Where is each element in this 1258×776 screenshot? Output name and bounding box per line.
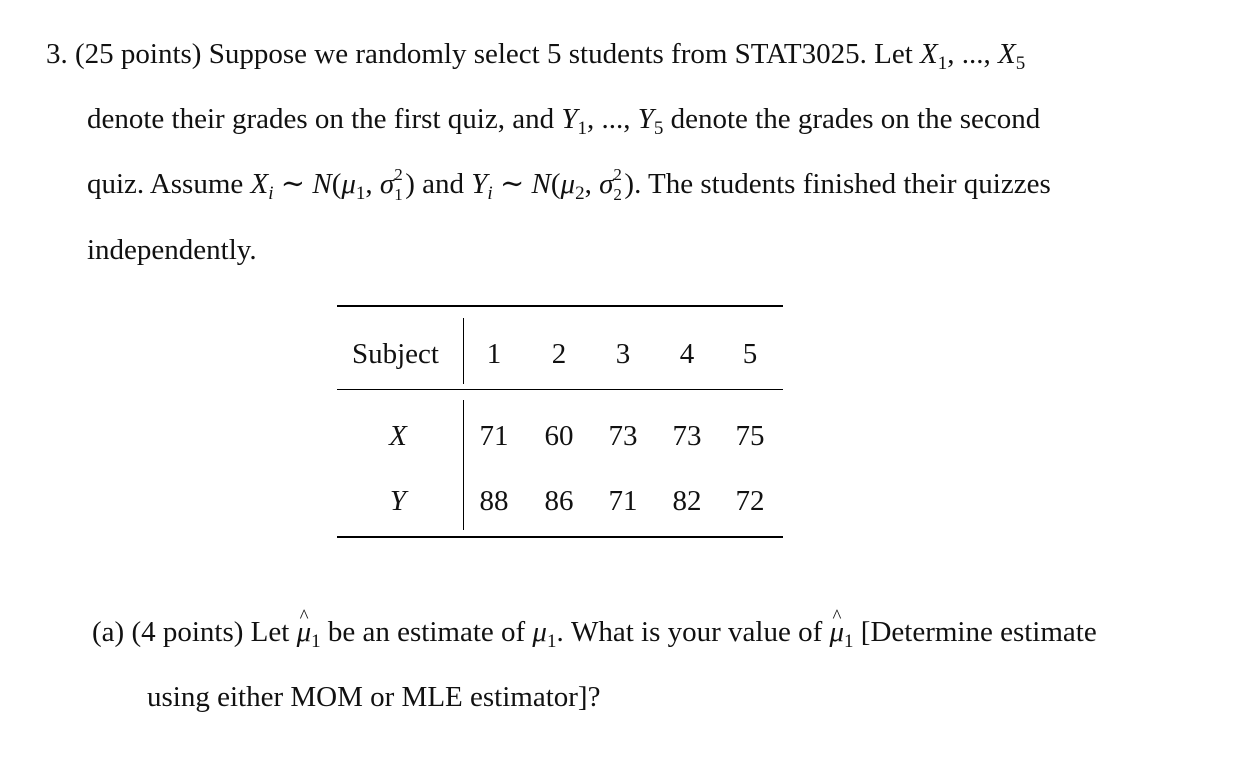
subscript: 1 xyxy=(577,118,587,139)
table-header-label: Subject xyxy=(352,338,439,370)
table-bottom-rule xyxy=(337,536,783,538)
subscript: 1 xyxy=(937,53,948,74)
sub-superscript xyxy=(613,165,624,204)
part-a-text: . What is your value of xyxy=(556,616,830,648)
subscript: i xyxy=(268,183,274,204)
subscript: 1 xyxy=(394,185,403,204)
problem-number: 3. xyxy=(46,38,68,70)
row-label-y: Y xyxy=(389,485,407,517)
subscript: 2 xyxy=(613,185,622,204)
normal-symbol: N xyxy=(312,168,332,200)
superscript: 2 xyxy=(394,165,403,184)
y-var: Y xyxy=(561,103,578,135)
table-cell: 73 xyxy=(608,420,638,452)
superscript: 2 xyxy=(613,165,622,184)
table-cell: 60 xyxy=(544,420,574,452)
part-a-text: [Determine estimate xyxy=(853,616,1097,648)
table-cell: 71 xyxy=(608,485,638,517)
problem-text: and xyxy=(414,168,472,200)
table-top-rule xyxy=(337,305,783,307)
x-var: X xyxy=(920,38,938,70)
table-cell: 86 xyxy=(544,485,574,517)
problem-line-2 xyxy=(87,103,1041,139)
normal-symbol: N xyxy=(531,168,551,200)
part-a-points: (4 points) xyxy=(131,616,244,648)
problem-intro-text: Suppose we randomly select 5 students from STAT3025. Let xyxy=(208,38,921,70)
subscript: 2 xyxy=(575,183,585,204)
tilde-symbol: ∼ xyxy=(492,168,532,200)
subject-header: 2 xyxy=(551,338,567,370)
table-cell: 75 xyxy=(735,420,765,452)
table-cell: 72 xyxy=(735,485,765,517)
problem-line-4 xyxy=(87,236,257,265)
mu-hat-symbol: ^ μ xyxy=(297,618,312,647)
tilde-symbol: ∼ xyxy=(273,168,313,200)
problem-text: denote the grades on the second xyxy=(663,103,1041,135)
table-cell: 71 xyxy=(479,420,509,452)
y-var: Y xyxy=(637,103,654,135)
sigma-symbol: σ xyxy=(379,168,395,200)
subscript: 1 xyxy=(311,631,321,652)
part-a-line-1 xyxy=(92,616,1097,652)
mu-symbol: μ xyxy=(560,168,576,200)
row-label-x: X xyxy=(389,420,407,452)
problem-text: . The students finished their quizzes xyxy=(634,168,1051,200)
problem-text: independently. xyxy=(87,234,257,266)
part-a-text: be an estimate of xyxy=(320,616,533,648)
header-vertical-rule xyxy=(463,318,464,384)
sigma-symbol: σ xyxy=(599,168,614,200)
part-a-text: Let xyxy=(243,616,297,648)
subscript: 1 xyxy=(844,631,854,652)
x-var: X xyxy=(997,38,1016,70)
part-a-text: using either MOM or MLE estimator]? xyxy=(147,681,601,713)
body-vertical-rule xyxy=(463,400,464,530)
problem-text: quiz. Assume xyxy=(87,168,251,200)
subscript: i xyxy=(487,183,493,204)
ellipsis: , ..., xyxy=(947,38,998,70)
table-cell: 82 xyxy=(672,485,702,517)
problem-text: denote their grades on the first quiz, and xyxy=(87,103,562,135)
part-a-label: (a) xyxy=(92,616,125,648)
problem-line-3: quiz. Assume $X_i$ ∼ $N(\mu_1$, σ 2 1 ) and $Y_i$ ∼ $N(\mu_2$, σ 2 2 ). The students finished their quizzes xyxy=(87,165,1051,204)
problem-points: (25 points) xyxy=(75,38,202,70)
mu-symbol: μ xyxy=(532,616,547,648)
problem-line-1 xyxy=(46,38,1026,74)
mu-symbol: μ xyxy=(341,168,356,200)
subscript: 5 xyxy=(1015,53,1026,74)
header-bottom-rule xyxy=(337,389,783,390)
subject-header: 3 xyxy=(615,338,631,370)
subject-header: 1 xyxy=(486,338,502,370)
y-var: Y xyxy=(471,168,488,200)
subscript: 5 xyxy=(653,118,664,139)
ellipsis: , ..., xyxy=(586,103,638,135)
sub-superscript xyxy=(394,165,405,204)
part-a-line-2 xyxy=(147,683,600,712)
table-cell: 73 xyxy=(672,420,702,452)
mu-hat-symbol: ^ μ xyxy=(829,618,844,647)
x-var: X xyxy=(250,168,269,200)
subject-header: 4 xyxy=(679,338,695,370)
table-cell: 88 xyxy=(479,485,509,517)
subscript: 1 xyxy=(355,183,366,204)
subscript: 1 xyxy=(546,631,557,652)
subject-header: 5 xyxy=(742,338,758,370)
